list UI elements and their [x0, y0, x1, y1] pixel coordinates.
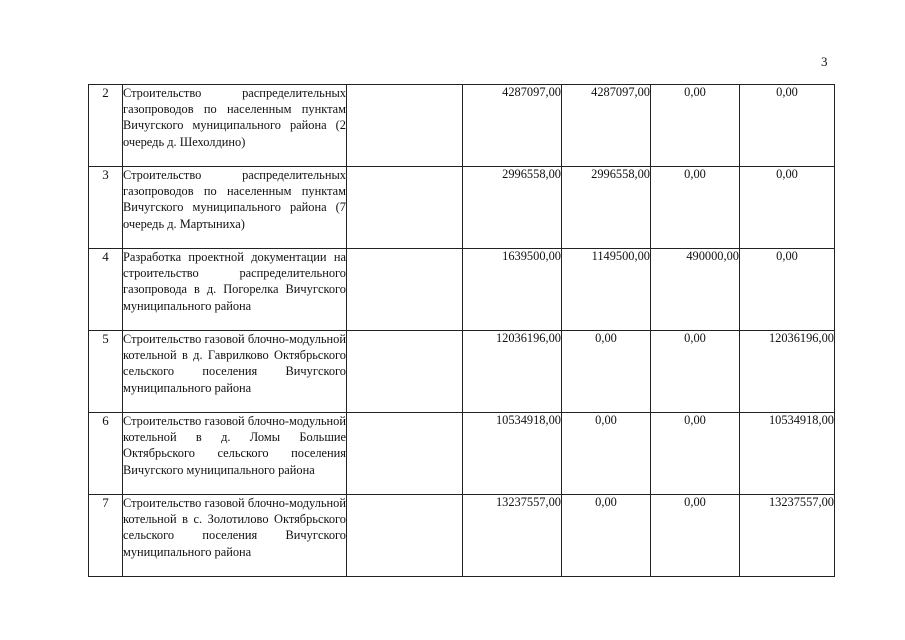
table-row: [89, 331, 835, 413]
amount-col-2: 2996558,00: [562, 167, 651, 249]
total-amount: 13237557,00: [463, 495, 562, 577]
table-row: [89, 495, 835, 577]
project-name: Строительство распределительных газопроводов по населенным пунктам Вичугского муниципального района (2 очередь д. Шехолдино): [123, 86, 346, 149]
project-name: Строительство распределительных газопроводов по населенным пунктам Вичугского муниципального района (7 очередь д. Мартыниха): [123, 168, 346, 231]
row-number: 7: [89, 495, 123, 577]
amount-col-2: 0,00: [562, 331, 651, 413]
total-amount: 12036196,00: [463, 331, 562, 413]
row-number: 4: [89, 249, 123, 331]
total-amount: 1639500,00: [463, 249, 562, 331]
total-amount: 2996558,00: [463, 167, 562, 249]
total-amount: 10534918,00: [463, 413, 562, 495]
empty-cell: [347, 167, 463, 249]
empty-cell: [347, 331, 463, 413]
amount-col-3: 490000,00: [651, 249, 740, 331]
table-row: [89, 85, 835, 167]
amount-col-2: 4287097,00: [562, 85, 651, 167]
empty-cell: [347, 413, 463, 495]
empty-cell: [347, 249, 463, 331]
row-number: 2: [89, 85, 123, 167]
funding-table: [88, 84, 835, 577]
amount-col-3: 0,00: [651, 331, 740, 413]
total-amount: 4287097,00: [463, 85, 562, 167]
project-name: Строительство газовой блочно-модульной котельной в с. Золотилово Октябрьского сельского поселения Вичугского муниципального района: [123, 496, 346, 559]
amount-col-4: 0,00: [740, 85, 835, 167]
amount-col-2: 1149500,00: [562, 249, 651, 331]
table-row: [89, 249, 835, 331]
row-number: 6: [89, 413, 123, 495]
amount-col-3: 0,00: [651, 85, 740, 167]
amount-col-4: 10534918,00: [740, 413, 835, 495]
table-row: [89, 167, 835, 249]
amount-col-4: 0,00: [740, 249, 835, 331]
amount-col-3: 0,00: [651, 495, 740, 577]
page-number: 3: [821, 54, 828, 69]
empty-cell: [347, 495, 463, 577]
project-name: Разработка проектной документации на строительство распределительного газопровода в д. Погорелка Вичугского муниципального района: [123, 250, 346, 313]
amount-col-4: 13237557,00: [740, 495, 835, 577]
amount-col-3: 0,00: [651, 413, 740, 495]
amount-col-3: 0,00: [651, 167, 740, 249]
table-row: [89, 413, 835, 495]
row-number: 3: [89, 167, 123, 249]
project-name: Строительство газовой блочно-модульной котельной в д. Ломы Большие Октябрьского сельского поселения Вичугского муниципального района: [123, 414, 346, 477]
amount-col-4: 12036196,00: [740, 331, 835, 413]
amount-col-2: 0,00: [562, 413, 651, 495]
amount-col-2: 0,00: [562, 495, 651, 577]
row-number: 5: [89, 331, 123, 413]
empty-cell: [347, 85, 463, 167]
amount-col-4: 0,00: [740, 167, 835, 249]
project-name: Строительство газовой блочно-модульной котельной в д. Гаврилково Октябрьского сельского поселения Вичугского муниципального района: [123, 332, 346, 395]
